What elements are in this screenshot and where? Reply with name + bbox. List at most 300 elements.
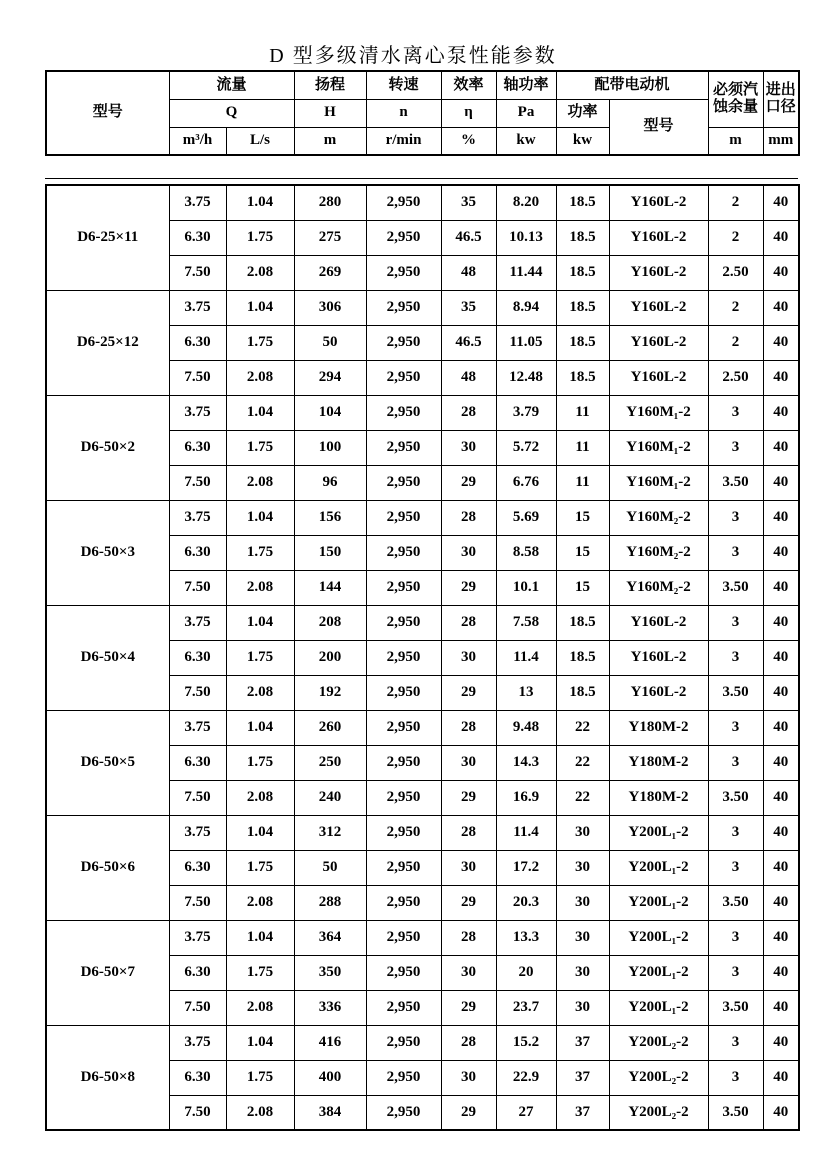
value-cell: 1.04 — [226, 290, 294, 325]
value-cell: 1.04 — [226, 710, 294, 745]
value-cell: 23.7 — [496, 990, 556, 1025]
value-cell: 2,950 — [366, 675, 441, 710]
value-cell: 294 — [294, 360, 366, 395]
pump-model-cell: D6-25×11 — [46, 185, 169, 290]
value-cell: 208 — [294, 605, 366, 640]
value-cell: 40 — [763, 570, 799, 605]
value-cell: 18.5 — [556, 640, 609, 675]
value-cell: Y160L-2 — [609, 255, 708, 290]
value-cell: 3.75 — [169, 920, 226, 955]
header-head-symbol: H — [294, 99, 366, 127]
value-cell: 3 — [708, 1060, 763, 1095]
value-cell: 7.50 — [169, 1095, 226, 1130]
value-cell: 6.30 — [169, 535, 226, 570]
value-cell: 28 — [441, 1025, 496, 1060]
table-row — [46, 395, 799, 430]
value-cell: 3 — [708, 955, 763, 990]
header-efficiency: 效率 — [441, 71, 496, 99]
value-cell: 3.75 — [169, 605, 226, 640]
value-cell: 12.48 — [496, 360, 556, 395]
value-cell: 48 — [441, 360, 496, 395]
header-shaft-power: 轴功率 — [496, 71, 556, 99]
value-cell: 29 — [441, 885, 496, 920]
value-cell: Y180M-2 — [609, 710, 708, 745]
value-cell: Y160L-2 — [609, 640, 708, 675]
value-cell: 288 — [294, 885, 366, 920]
value-cell: 40 — [763, 535, 799, 570]
value-cell: 5.69 — [496, 500, 556, 535]
table-row — [46, 500, 799, 535]
value-cell: 40 — [763, 500, 799, 535]
value-cell: 40 — [763, 605, 799, 640]
value-cell: 8.20 — [496, 185, 556, 220]
value-cell: 192 — [294, 675, 366, 710]
value-cell: Y160L-2 — [609, 185, 708, 220]
value-cell: 3 — [708, 640, 763, 675]
pump-model-cell: D6-50×8 — [46, 1025, 169, 1130]
header-npsh-line1: 必须汽 — [713, 82, 759, 98]
value-cell: 3 — [708, 395, 763, 430]
value-cell: 240 — [294, 780, 366, 815]
header-motor-power: 功率 — [556, 99, 609, 127]
value-cell: 6.30 — [169, 955, 226, 990]
value-cell: 3.50 — [708, 885, 763, 920]
value-cell: 14.3 — [496, 745, 556, 780]
value-cell: 2 — [708, 185, 763, 220]
value-cell: 1.75 — [226, 325, 294, 360]
value-cell: 269 — [294, 255, 366, 290]
value-cell: 96 — [294, 465, 366, 500]
value-cell: 7.50 — [169, 885, 226, 920]
value-cell: 3 — [708, 500, 763, 535]
value-cell: 3 — [708, 1025, 763, 1060]
value-cell: 11.05 — [496, 325, 556, 360]
value-cell: 1.04 — [226, 605, 294, 640]
value-cell: Y160L-2 — [609, 360, 708, 395]
table-row — [46, 1025, 799, 1060]
header-port-line1: 进出 — [765, 82, 796, 98]
value-cell: 8.94 — [496, 290, 556, 325]
pump-model-cell: D6-50×5 — [46, 710, 169, 815]
header-flow: 流量 — [169, 71, 294, 99]
value-cell: 3.50 — [708, 465, 763, 500]
value-cell: 1.75 — [226, 745, 294, 780]
value-cell: 46.5 — [441, 220, 496, 255]
value-cell: 30 — [441, 640, 496, 675]
value-cell: 28 — [441, 710, 496, 745]
value-cell: 2,950 — [366, 815, 441, 850]
value-cell: Y160L-2 — [609, 325, 708, 360]
value-cell: Y160M₂-2 — [609, 535, 708, 570]
value-cell: 156 — [294, 500, 366, 535]
header-npsh-line2: 蚀余量 — [713, 99, 759, 116]
value-cell: 18.5 — [556, 255, 609, 290]
pump-table-body — [46, 185, 799, 1130]
value-cell: Y160M₁-2 — [609, 395, 708, 430]
value-cell: 27 — [496, 1095, 556, 1130]
value-cell: 6.30 — [169, 1060, 226, 1095]
value-cell: 30 — [556, 885, 609, 920]
value-cell: 18.5 — [556, 290, 609, 325]
value-cell: 104 — [294, 395, 366, 430]
value-cell: 15.2 — [496, 1025, 556, 1060]
value-cell: 30 — [441, 430, 496, 465]
value-cell: 2.50 — [708, 255, 763, 290]
value-cell: 7.50 — [169, 675, 226, 710]
value-cell: 11 — [556, 395, 609, 430]
value-cell: 18.5 — [556, 220, 609, 255]
value-cell: Y200L₁-2 — [609, 885, 708, 920]
value-cell: 40 — [763, 465, 799, 500]
value-cell: 18.5 — [556, 360, 609, 395]
value-cell: 3.50 — [708, 990, 763, 1025]
value-cell: 275 — [294, 220, 366, 255]
value-cell: 37 — [556, 1095, 609, 1130]
value-cell: 40 — [763, 325, 799, 360]
value-cell: 350 — [294, 955, 366, 990]
value-cell: 40 — [763, 955, 799, 990]
value-cell: 22.9 — [496, 1060, 556, 1095]
value-cell: 1.04 — [226, 500, 294, 535]
value-cell: 2.08 — [226, 255, 294, 290]
pump-model-cell: D6-50×7 — [46, 920, 169, 1025]
value-cell: 18.5 — [556, 325, 609, 360]
value-cell: 7.50 — [169, 780, 226, 815]
value-cell: 37 — [556, 1025, 609, 1060]
pump-model-cell: D6-50×4 — [46, 605, 169, 710]
value-cell: 28 — [441, 395, 496, 430]
value-cell: 40 — [763, 290, 799, 325]
value-cell: 2,950 — [366, 500, 441, 535]
value-cell: 10.13 — [496, 220, 556, 255]
value-cell: 2,950 — [366, 570, 441, 605]
value-cell: Y160L-2 — [609, 220, 708, 255]
value-cell: 5.72 — [496, 430, 556, 465]
table-row — [46, 290, 799, 325]
value-cell: 1.04 — [226, 815, 294, 850]
value-cell: 40 — [763, 850, 799, 885]
value-cell: 40 — [763, 885, 799, 920]
value-cell: 306 — [294, 290, 366, 325]
value-cell: 3.75 — [169, 500, 226, 535]
value-cell: Y200L₂-2 — [609, 1060, 708, 1095]
value-cell: 7.50 — [169, 360, 226, 395]
value-cell: 3 — [708, 710, 763, 745]
value-cell: 13.3 — [496, 920, 556, 955]
value-cell: 2.08 — [226, 780, 294, 815]
separator-line — [45, 178, 798, 179]
header-motor-model: 型号 — [609, 99, 708, 155]
value-cell: 3.50 — [708, 570, 763, 605]
value-cell: 30 — [441, 745, 496, 780]
value-cell: 40 — [763, 1025, 799, 1060]
value-cell: 9.48 — [496, 710, 556, 745]
pump-data-table — [45, 184, 800, 1131]
header-flow-unit-m3h: m³/h — [169, 127, 226, 155]
value-cell: 336 — [294, 990, 366, 1025]
value-cell: 2,950 — [366, 640, 441, 675]
header-port — [763, 71, 799, 127]
value-cell: 2,950 — [366, 465, 441, 500]
value-cell: 3.75 — [169, 395, 226, 430]
header-speed-unit: r/min — [366, 127, 441, 155]
header-npsh — [708, 71, 763, 127]
value-cell: 11 — [556, 465, 609, 500]
value-cell: 364 — [294, 920, 366, 955]
value-cell: Y200L₁-2 — [609, 920, 708, 955]
value-cell: 40 — [763, 710, 799, 745]
header-efficiency-symbol: η — [441, 99, 496, 127]
value-cell: 312 — [294, 815, 366, 850]
value-cell: 7.50 — [169, 570, 226, 605]
value-cell: 2.50 — [708, 360, 763, 395]
value-cell: 2.08 — [226, 570, 294, 605]
value-cell: 2.08 — [226, 360, 294, 395]
value-cell: 3 — [708, 535, 763, 570]
value-cell: 2,950 — [366, 430, 441, 465]
value-cell: 2,950 — [366, 605, 441, 640]
value-cell: 40 — [763, 745, 799, 780]
value-cell: 40 — [763, 360, 799, 395]
header-motor-power-unit: kw — [556, 127, 609, 155]
value-cell: 2 — [708, 220, 763, 255]
value-cell: 37 — [556, 1060, 609, 1095]
value-cell: 2,950 — [366, 955, 441, 990]
value-cell: 13 — [496, 675, 556, 710]
header-npsh-unit: m — [708, 127, 763, 155]
value-cell: 2.08 — [226, 990, 294, 1025]
value-cell: 30 — [556, 920, 609, 955]
pump-model-cell: D6-50×2 — [46, 395, 169, 500]
value-cell: 29 — [441, 780, 496, 815]
value-cell: 416 — [294, 1025, 366, 1060]
header-head: 扬程 — [294, 71, 366, 99]
value-cell: 3 — [708, 605, 763, 640]
value-cell: 11.44 — [496, 255, 556, 290]
value-cell: 260 — [294, 710, 366, 745]
value-cell: 150 — [294, 535, 366, 570]
value-cell: 17.2 — [496, 850, 556, 885]
value-cell: 46.5 — [441, 325, 496, 360]
value-cell: 29 — [441, 1095, 496, 1130]
value-cell: 3.75 — [169, 815, 226, 850]
value-cell: 40 — [763, 920, 799, 955]
value-cell: 40 — [763, 1060, 799, 1095]
value-cell: 40 — [763, 185, 799, 220]
header-motor: 配带电动机 — [556, 71, 708, 99]
value-cell: 1.04 — [226, 1025, 294, 1060]
value-cell: 2,950 — [366, 745, 441, 780]
value-cell: Y200L₂-2 — [609, 1025, 708, 1060]
pump-model-cell: D6-50×6 — [46, 815, 169, 920]
header-table — [45, 70, 800, 156]
value-cell: 2,950 — [366, 1025, 441, 1060]
value-cell: 3.75 — [169, 290, 226, 325]
value-cell: 2.08 — [226, 1095, 294, 1130]
value-cell: 2,950 — [366, 990, 441, 1025]
value-cell: 2.08 — [226, 885, 294, 920]
pump-model-cell: D6-25×12 — [46, 290, 169, 395]
value-cell: 250 — [294, 745, 366, 780]
header-row-1 — [46, 71, 799, 99]
value-cell: Y180M-2 — [609, 780, 708, 815]
value-cell: 3.50 — [708, 780, 763, 815]
value-cell: 6.76 — [496, 465, 556, 500]
value-cell: 29 — [441, 570, 496, 605]
pump-model-cell: D6-50×3 — [46, 500, 169, 605]
value-cell: 280 — [294, 185, 366, 220]
value-cell: Y200L₁-2 — [609, 955, 708, 990]
value-cell: 48 — [441, 255, 496, 290]
header-head-unit: m — [294, 127, 366, 155]
value-cell: 2,950 — [366, 1060, 441, 1095]
value-cell: 2,950 — [366, 710, 441, 745]
value-cell: 28 — [441, 920, 496, 955]
value-cell: 2,950 — [366, 325, 441, 360]
value-cell: 40 — [763, 990, 799, 1025]
value-cell: 2,950 — [366, 1095, 441, 1130]
value-cell: 2,950 — [366, 360, 441, 395]
value-cell: Y200L₁-2 — [609, 815, 708, 850]
value-cell: 7.50 — [169, 465, 226, 500]
value-cell: 1.04 — [226, 920, 294, 955]
value-cell: 16.9 — [496, 780, 556, 815]
value-cell: 18.5 — [556, 185, 609, 220]
value-cell: 3.79 — [496, 395, 556, 430]
value-cell: 20 — [496, 955, 556, 990]
value-cell: Y200L₁-2 — [609, 990, 708, 1025]
header-flow-symbol: Q — [169, 99, 294, 127]
value-cell: 2,950 — [366, 885, 441, 920]
value-cell: 3 — [708, 920, 763, 955]
value-cell: Y160M₁-2 — [609, 430, 708, 465]
value-cell: 6.30 — [169, 745, 226, 780]
value-cell: 1.04 — [226, 185, 294, 220]
value-cell: 30 — [556, 955, 609, 990]
value-cell: 3 — [708, 815, 763, 850]
value-cell: 18.5 — [556, 675, 609, 710]
value-cell: 28 — [441, 815, 496, 850]
table-row — [46, 185, 799, 220]
value-cell: 7.50 — [169, 255, 226, 290]
value-cell: 3 — [708, 430, 763, 465]
value-cell: 35 — [441, 185, 496, 220]
value-cell: 1.75 — [226, 535, 294, 570]
value-cell: 7.58 — [496, 605, 556, 640]
value-cell: 2.08 — [226, 465, 294, 500]
value-cell: 10.1 — [496, 570, 556, 605]
value-cell: 50 — [294, 325, 366, 360]
value-cell: 1.04 — [226, 395, 294, 430]
value-cell: 40 — [763, 815, 799, 850]
value-cell: 2,950 — [366, 220, 441, 255]
value-cell: 2.08 — [226, 675, 294, 710]
value-cell: 35 — [441, 290, 496, 325]
value-cell: 28 — [441, 605, 496, 640]
value-cell: 22 — [556, 710, 609, 745]
header-efficiency-unit: % — [441, 127, 496, 155]
value-cell: 1.75 — [226, 220, 294, 255]
value-cell: 40 — [763, 395, 799, 430]
value-cell: 22 — [556, 780, 609, 815]
value-cell: 50 — [294, 850, 366, 885]
value-cell: Y160M₂-2 — [609, 570, 708, 605]
value-cell: 6.30 — [169, 850, 226, 885]
value-cell: 200 — [294, 640, 366, 675]
value-cell: 30 — [441, 955, 496, 990]
table-row — [46, 605, 799, 640]
value-cell: 1.75 — [226, 850, 294, 885]
value-cell: 15 — [556, 570, 609, 605]
value-cell: 3.50 — [708, 675, 763, 710]
value-cell: 8.58 — [496, 535, 556, 570]
value-cell: 40 — [763, 430, 799, 465]
value-cell: 2,950 — [366, 185, 441, 220]
value-cell: 6.30 — [169, 220, 226, 255]
header-model: 型号 — [46, 71, 169, 155]
value-cell: 40 — [763, 220, 799, 255]
value-cell: 20.3 — [496, 885, 556, 920]
value-cell: 11.4 — [496, 815, 556, 850]
value-cell: 11 — [556, 430, 609, 465]
value-cell: Y160M₂-2 — [609, 500, 708, 535]
value-cell: Y200L₁-2 — [609, 850, 708, 885]
table-row — [46, 815, 799, 850]
value-cell: 30 — [441, 535, 496, 570]
value-cell: 40 — [763, 1095, 799, 1130]
value-cell: 30 — [556, 850, 609, 885]
value-cell: Y160L-2 — [609, 675, 708, 710]
value-cell: 3 — [708, 745, 763, 780]
value-cell: 2,950 — [366, 780, 441, 815]
value-cell: 3 — [708, 850, 763, 885]
value-cell: 18.5 — [556, 605, 609, 640]
value-cell: 7.50 — [169, 990, 226, 1025]
page-title: D 型多级清水离心泵性能参数 — [269, 45, 557, 67]
value-cell: 15 — [556, 500, 609, 535]
value-cell: 11.4 — [496, 640, 556, 675]
value-cell: 384 — [294, 1095, 366, 1130]
header-shaft-power-unit: kw — [496, 127, 556, 155]
value-cell: 15 — [556, 535, 609, 570]
value-cell: 1.75 — [226, 430, 294, 465]
value-cell: Y160M₁-2 — [609, 465, 708, 500]
value-cell: 22 — [556, 745, 609, 780]
value-cell: 2,950 — [366, 920, 441, 955]
value-cell: 1.75 — [226, 640, 294, 675]
value-cell: 2,950 — [366, 850, 441, 885]
value-cell: 144 — [294, 570, 366, 605]
value-cell: 30 — [556, 815, 609, 850]
value-cell: 2,950 — [366, 290, 441, 325]
value-cell: 2,950 — [366, 395, 441, 430]
value-cell: 2 — [708, 325, 763, 360]
value-cell: 29 — [441, 675, 496, 710]
table-row — [46, 710, 799, 745]
value-cell: 2 — [708, 290, 763, 325]
value-cell: 40 — [763, 780, 799, 815]
value-cell: 6.30 — [169, 640, 226, 675]
header-shaft-power-symbol: Pa — [496, 99, 556, 127]
value-cell: 40 — [763, 255, 799, 290]
value-cell: 6.30 — [169, 430, 226, 465]
value-cell: 29 — [441, 990, 496, 1025]
value-cell: Y200L₂-2 — [609, 1095, 708, 1130]
value-cell: 40 — [763, 640, 799, 675]
header-speed-symbol: n — [366, 99, 441, 127]
value-cell: 100 — [294, 430, 366, 465]
value-cell: Y180M-2 — [609, 745, 708, 780]
